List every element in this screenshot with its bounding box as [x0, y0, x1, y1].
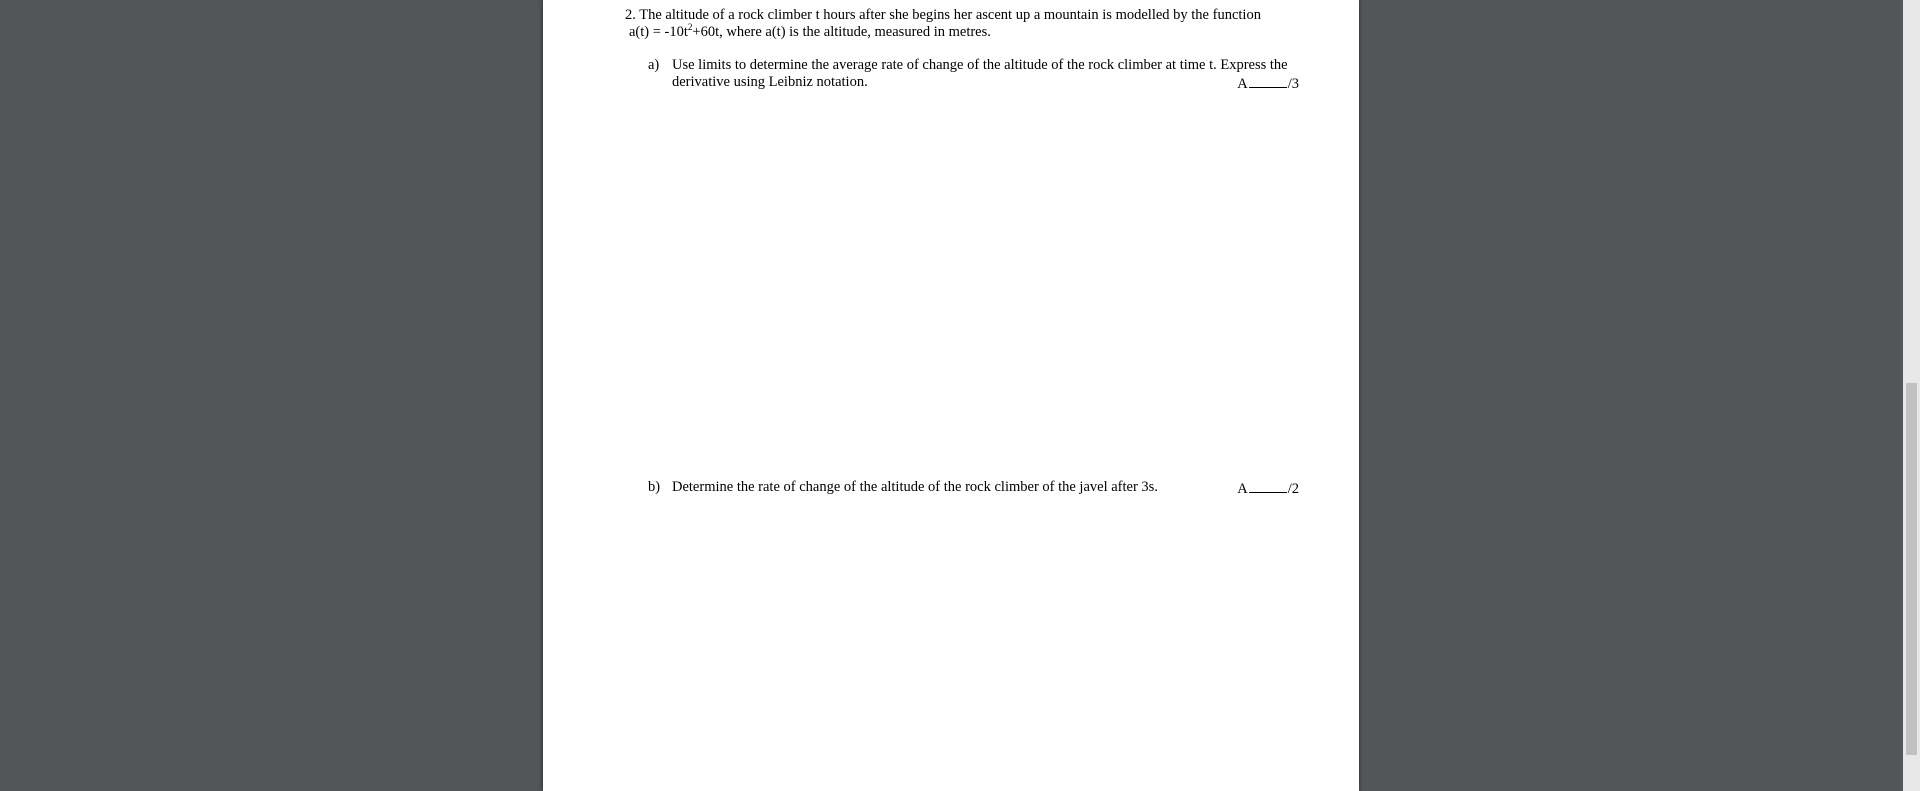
part-a-score-prefix: A: [1237, 76, 1248, 92]
function-exponent: 2: [687, 22, 693, 33]
vertical-scrollbar[interactable]: [1903, 0, 1920, 791]
part-b-score: [1237, 479, 1299, 498]
part-b-score-blank: [1249, 479, 1287, 493]
part-b-score-prefix: A: [1237, 481, 1248, 497]
part-b-score-total: /2: [1287, 481, 1299, 497]
part-b-label: b): [648, 479, 661, 495]
function-prefix: a(t) = -10t: [629, 24, 688, 40]
part-a-label: a): [648, 57, 660, 73]
part-a-score-blank: [1249, 74, 1287, 88]
part-a-score: [1237, 74, 1299, 93]
part-a-text-line-2: derivative using Leibniz notation.: [672, 74, 868, 90]
document-page: [543, 0, 1359, 791]
part-a-score-total: /3: [1287, 76, 1299, 92]
question-text-line-1: 2. The altitude of a rock climber t hours after she begins her ascent up a mountain is modelled by the function: [625, 7, 1261, 23]
part-a-text-line-1: Use limits to determine the average rate of change of the altitude of the rock climber at time t. Express the: [672, 57, 1288, 73]
question-text-line-2: [629, 24, 991, 41]
part-b-text-line-1: Determine the rate of change of the altitude of the rock climber of the javel after 3s.: [672, 479, 1158, 495]
function-suffix: +60t, where a(t) is the altitude, measured in metres.: [692, 24, 991, 40]
scrollbar-thumb[interactable]: [1906, 383, 1917, 755]
